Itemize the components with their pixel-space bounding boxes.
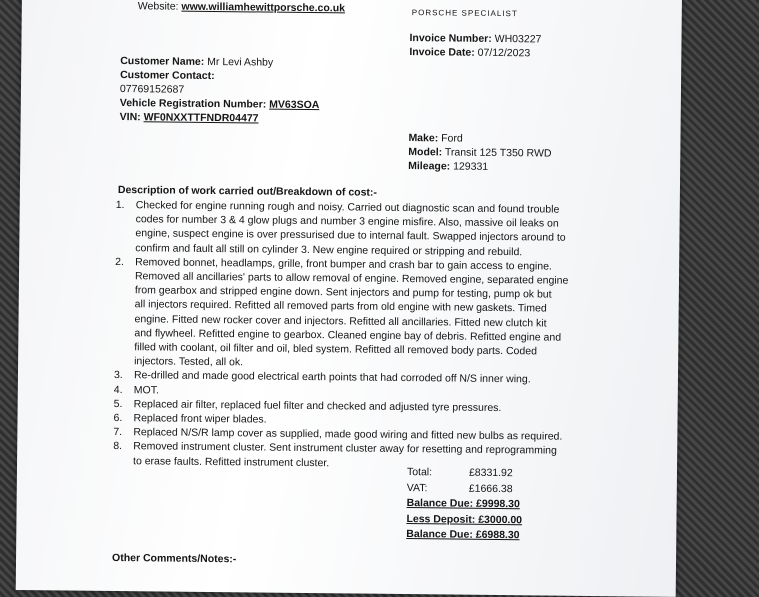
vehicle-registration: Vehicle Registration Number: MV63SOA	[119, 97, 320, 112]
brand-subtitle: PORSCHE SPECIALIST	[411, 8, 518, 19]
balance-due-row: Balance Due: £9998.30	[406, 497, 520, 511]
vehicle-mileage: Mileage: 129331	[408, 160, 489, 173]
less-deposit-row: Less Deposit: £3000.00	[406, 512, 523, 527]
total-row: Total: £8331.92	[406, 466, 513, 480]
invoice-date: Invoice Date: 07/12/2023	[409, 46, 531, 60]
work-item-number: 2.	[115, 255, 124, 268]
work-item-line: Replaced front wiper blades.	[133, 412, 267, 426]
work-list	[113, 198, 586, 473]
work-item-number: 1.	[115, 198, 125, 212]
work-item-line: from gearbox and stripped engine down. Sent injectors and pump for testing, pump ok but	[134, 284, 552, 301]
vin: VIN: WF0NXXTTFNDR04477	[119, 111, 259, 125]
vehicle-make: Make: Ford	[408, 132, 463, 145]
work-item-line: engine, suspect engine is over pressurised due to internal fault. Swapped injectors around to	[135, 227, 566, 245]
work-heading: Description of work carried out/Breakdown of cost:-	[117, 184, 378, 199]
work-item-line: confirm and fault all still on cylinder 3. New engine required or stripping and rebuild.	[135, 241, 523, 258]
balance-due-final-row: Balance Due: £6988.30	[406, 528, 520, 542]
invoice-document	[16, 0, 682, 597]
work-item-number: 3.	[113, 369, 123, 382]
work-item-number: 8.	[113, 440, 123, 453]
website-link[interactable]: www.williamhewittporsche.co.uk	[181, 0, 346, 15]
work-item-line: codes for number 3 & 4 glow plugs and number 3 engine misfire. Also, massive oil leaks on	[135, 213, 559, 230]
work-item-line: engine. Fitted new rocker cover and injectors. Refitted all ancillaries. Fitted new clutch kit	[134, 312, 547, 330]
website-line	[138, 0, 345, 14]
work-item	[115, 198, 586, 260]
work-item-line: to erase faults. Refitted instrument cluster.	[133, 454, 330, 469]
work-item-number: 6.	[113, 412, 123, 425]
customer-name: Customer Name: Mr Levi Ashby	[120, 55, 274, 69]
work-item-line: Removed bonnet, headlamps, grille, front bumper and crash bar to gain access to engine.	[135, 256, 552, 273]
customer-phone: 07769152687	[119, 83, 185, 96]
work-item	[114, 255, 585, 374]
vat-row: VAT: £1666.38	[406, 481, 513, 495]
work-item-text	[134, 255, 585, 373]
work-item-line: Replaced air filter, replaced fuel filter and checked and adjusted tyre pressures.	[133, 398, 502, 414]
brand-logo	[407, 0, 519, 4]
work-item-number: 4.	[113, 383, 123, 396]
work-item-line: Re-drilled and made good electrical earth points that had corroded off N/S inner wing.	[133, 369, 531, 386]
work-item-line: all injectors required. Refitted all removed parts from old engine with new gaskets. Timed	[134, 298, 547, 315]
customer-contact-label: Customer Contact:	[120, 69, 215, 83]
work-item-line: Removed instrument cluster. Sent instrument cluster away for resetting and reprogramming	[133, 440, 557, 458]
website-label: Website:	[137, 0, 179, 13]
vehicle-model: Model: Transit 125 T350 RWD	[408, 146, 552, 160]
work-item-line: injectors. Tested, all ok.	[134, 355, 244, 369]
work-item-line: Removed all ancillaries' parts to allow removal of engine. Removed engine, separated engine	[134, 270, 569, 287]
work-item-line: Replaced N/S/R lamp cover as supplied, made good wiring and fitted new bulbs as required.	[133, 426, 563, 443]
comments-heading: Other Comments/Notes:-	[111, 551, 237, 566]
work-item-text	[135, 198, 586, 260]
work-item-line: filled with coolant, oil filter and oil, bled system. Refitted all removed body parts. Coded	[134, 341, 538, 358]
totals-block	[406, 465, 522, 544]
work-item-number: 7.	[113, 426, 123, 439]
work-item-line: MOT.	[133, 383, 159, 397]
work-item-number: 5.	[113, 397, 123, 410]
work-item-line: and flywheel. Refitted engine to gearbox. Cleaned engine bay of debris. Refitted engine and	[134, 327, 562, 344]
work-item-line: Checked for engine running rough and noisy. Carried out diagnostic scan and found trouble	[135, 199, 560, 216]
invoice-number: Invoice Number: WH03227	[409, 32, 542, 46]
